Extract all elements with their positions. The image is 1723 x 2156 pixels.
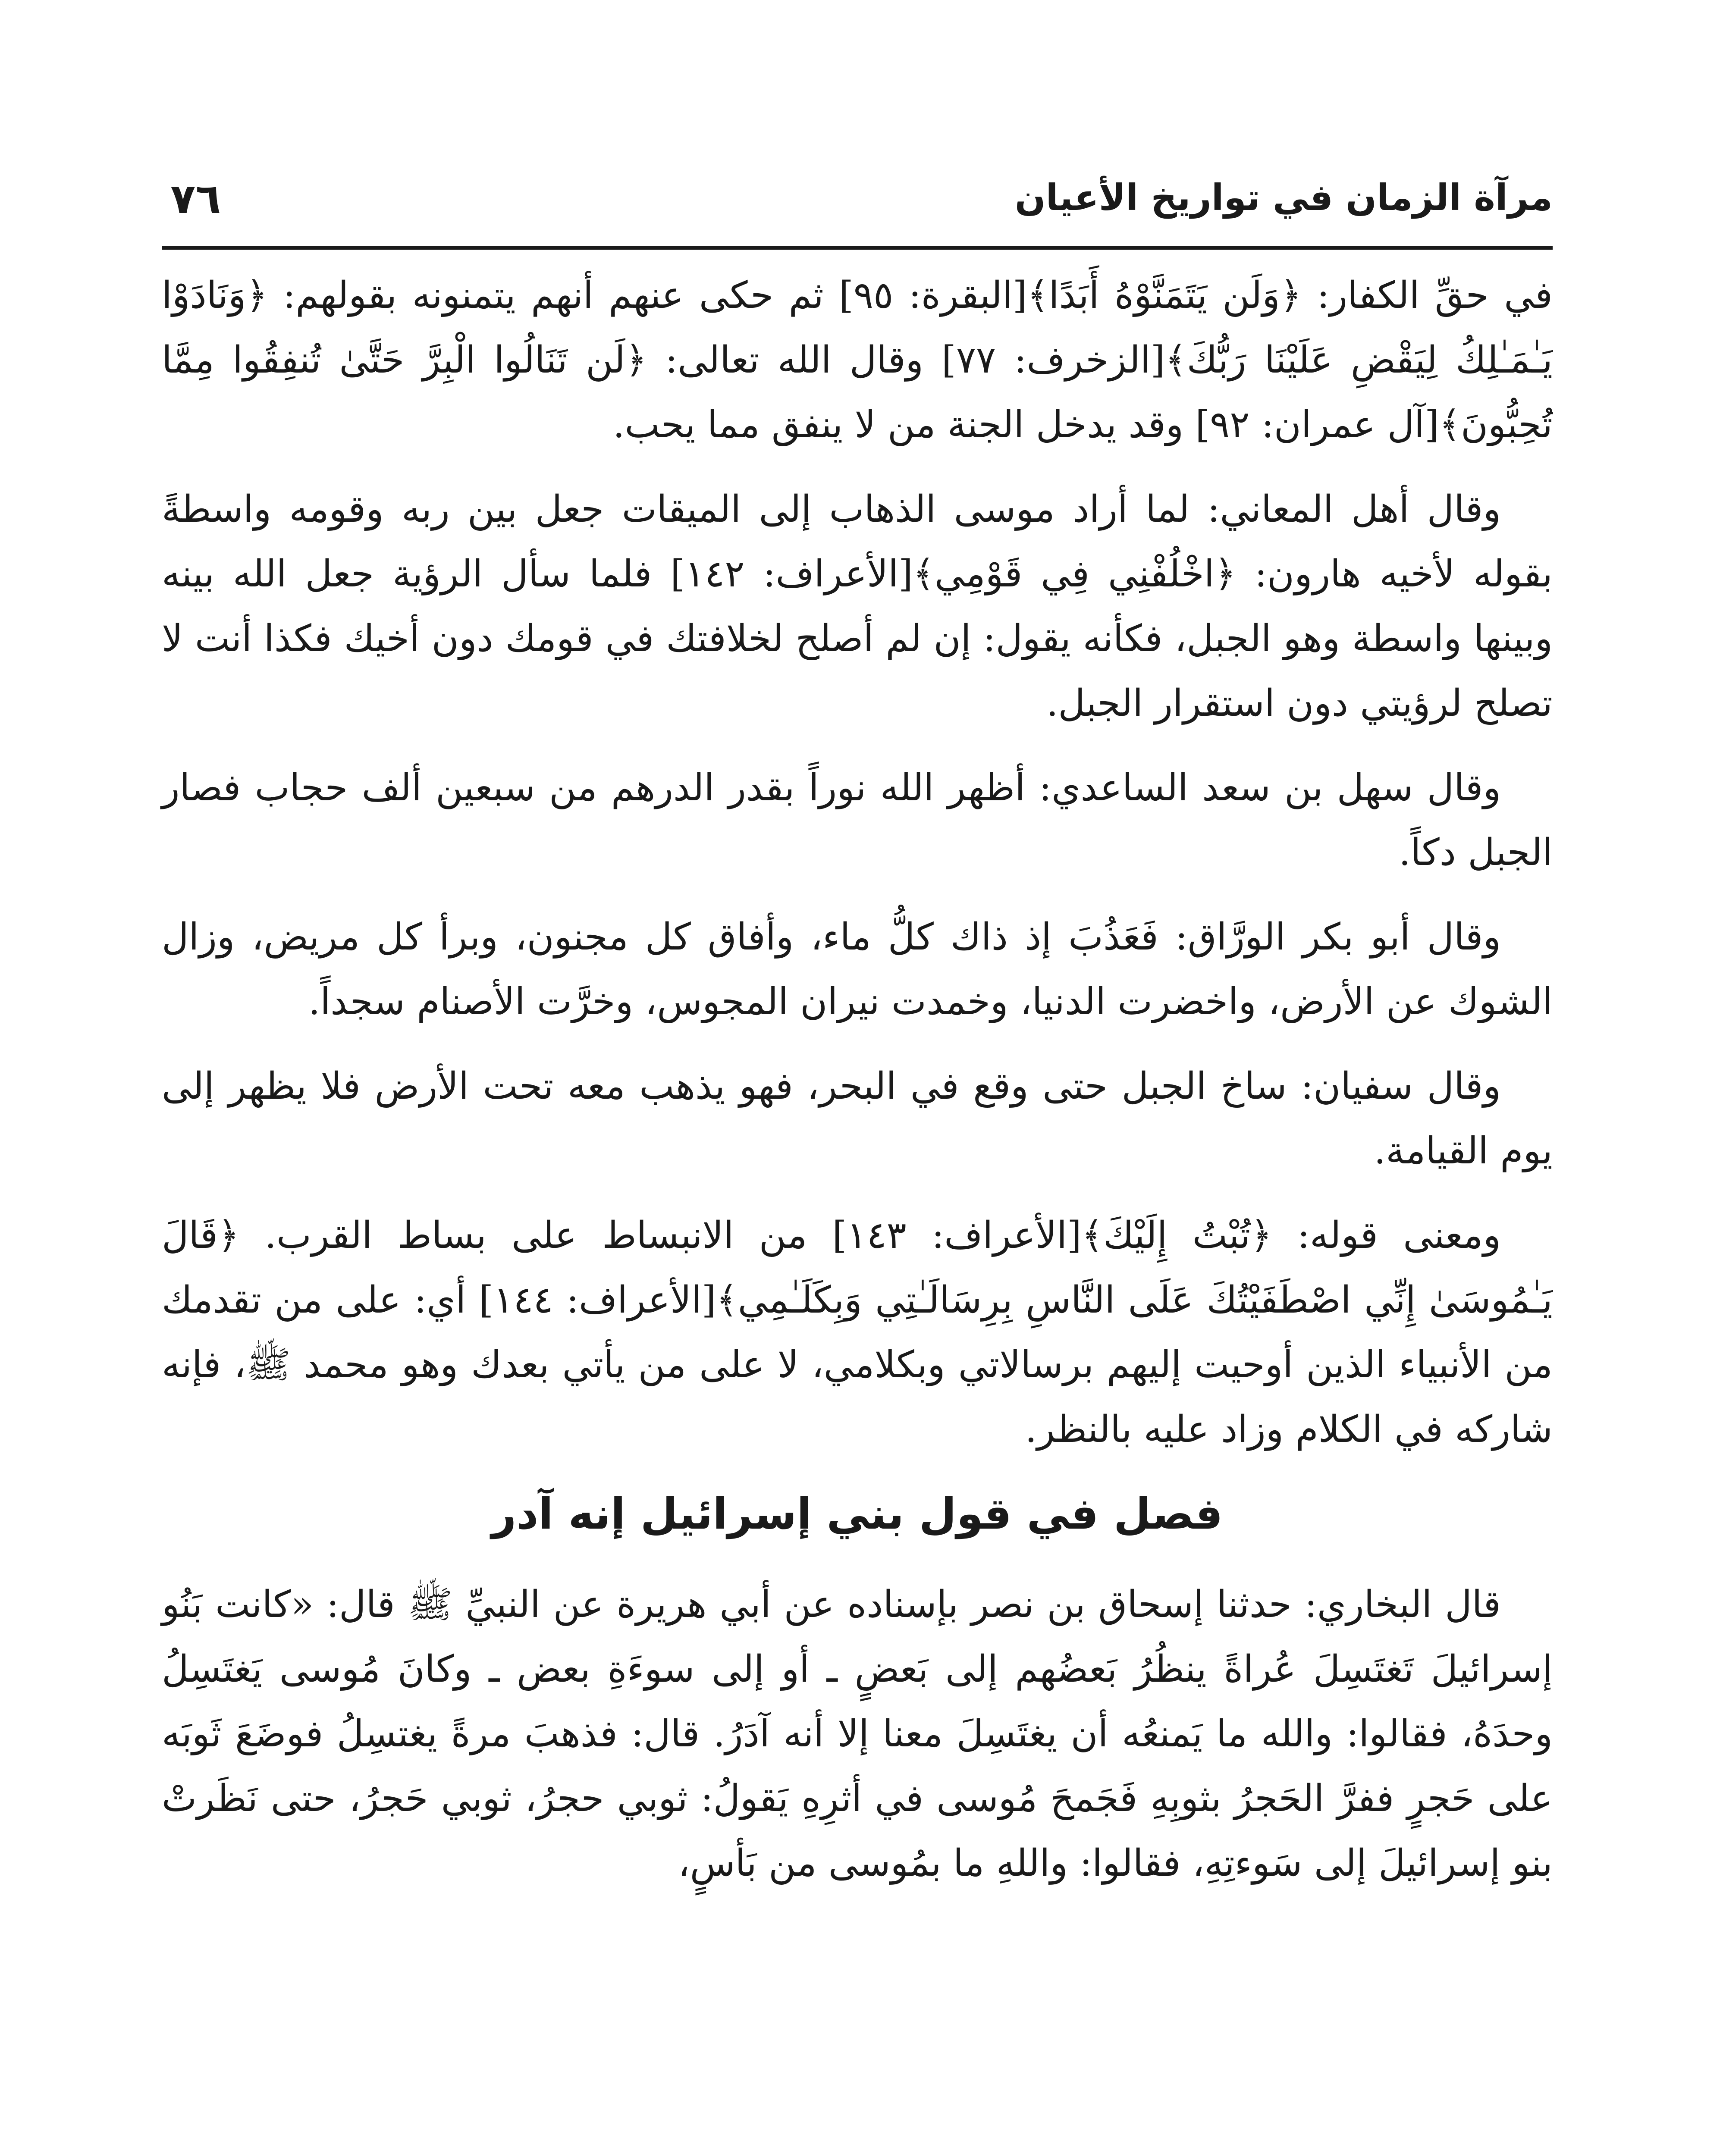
section-heading: فصل في قول بني إسرائيل إنه آدر bbox=[491, 1489, 1223, 1539]
running-title: مرآة الزمان في تواريخ الأعيان bbox=[1014, 176, 1553, 219]
header-rule bbox=[162, 246, 1553, 250]
paragraph: قال البخاري: حدثنا إسحاق بن نصر بإسناده عن أبي هريرة عن النبيِّ ﷺ قال: «كانت بَنُو إسرائيلَ تَغتَسِلَ عُراةً ينظُرُ بَعضُهم إلى بَعضٍ ـ أو إلى سوءَةِ بعض ـ وكانَ مُوسى يَغتَسِلُ وحدَهُ، فقالوا: والله ما يَمنعُه أن يغتَسِلَ معنا إلا أنه آدَرُ. قال: فذهبَ مرةً يغتسِلُ فوضَعَ ثَوبَه على حَجرٍ ففرَّ الحَجرُ بثوبِهِ فَجَمحَ مُوسى في أثرِهِ يَقولُ: ثوبي حجرُ، ثوبي حَجرُ، حتى نَظَرتْ بنو إسرائيلَ إلى سَوءتِهِ، فقالوا: واللهِ ما بمُوسى من بَأسٍ، bbox=[162, 1583, 1553, 1885]
paragraph: وقال سفيان: ساخ الجبل حتى وقع في البحر، فهو يذهب معه تحت الأرض فلا يظهر إلى يوم القيامة. bbox=[162, 1065, 1553, 1172]
page-header bbox=[162, 170, 1553, 244]
page-number: ٧٦ bbox=[170, 175, 221, 223]
paragraph: وقال أبو بكر الورَّاق: فَعَذُبَ إذ ذاك كلُّ ماء، وأفاق كل مجنون، وبرأ كل مريض، وزال الشوك عن الأرض، واخضرت الدنيا، وخمدت نيران المجوس، وخرَّت الأصنام سجداً. bbox=[162, 915, 1553, 1023]
paragraph: وقال سهل بن سعد الساعدي: أظهر الله نوراً بقدر الدرهم من سبعين ألف حجاب فصار الجبل دكاً. bbox=[162, 766, 1553, 874]
paragraph: ومعنى قوله: ﴿تُبْتُ إِلَيْكَ﴾[الأعراف: ١٤٣] من الانبساط على بساط القرب. ﴿قَالَ يَـٰمُوسَىٰ إِنِّي اصْطَفَيْتُكَ عَلَى النَّاسِ بِرِسَالَـٰتِي وَبِكَلَـٰمِي﴾[الأعراف: ١٤٤] أي: على من تقدمك من الأنبياء الذين أوحيت إليهم برسالاتي وبكلامي، لا على من يأتي بعدك وهو محمد ﷺ، فإنه شاركه في الكلام وزاد عليه بالنظر. bbox=[162, 1214, 1553, 1451]
paragraph: في حقِّ الكفار: ﴿وَلَن يَتَمَنَّوْهُ أَبَدًا﴾[البقرة: ٩٥] ثم حكى عنهم أنهم يتمنونه بقولهم: ﴿وَنَادَوْا يَـٰمَـٰلِكُ لِيَقْضِ عَلَيْنَا رَبُّكَ﴾[الزخرف: ٧٧] وقال الله تعالى: ﴿لَن تَنَالُوا الْبِرَّ حَتَّىٰ تُنفِقُوا مِمَّا تُحِبُّونَ﴾[آل عمران: ٩٢] وقد يدخل الجنة من لا ينفق مما يحب. bbox=[162, 274, 1553, 446]
body-text bbox=[162, 263, 1553, 1915]
paragraph: وقال أهل المعاني: لما أراد موسى الذهاب إلى الميقات جعل بين ربه وقومه واسطةً بقوله لأخيه هارون: ﴿اخْلُفْنِي فِي قَوْمِي﴾[الأعراف: ١٤٢] فلما سأل الرؤية جعل الله بينه وبينها واسطة وهو الجبل، فكأنه يقول: إن لم أصلح لخلافتك في قومك دون أخيك فكذا أنت لا تصلح لرؤيتي دون استقرار الجبل. bbox=[162, 488, 1553, 725]
